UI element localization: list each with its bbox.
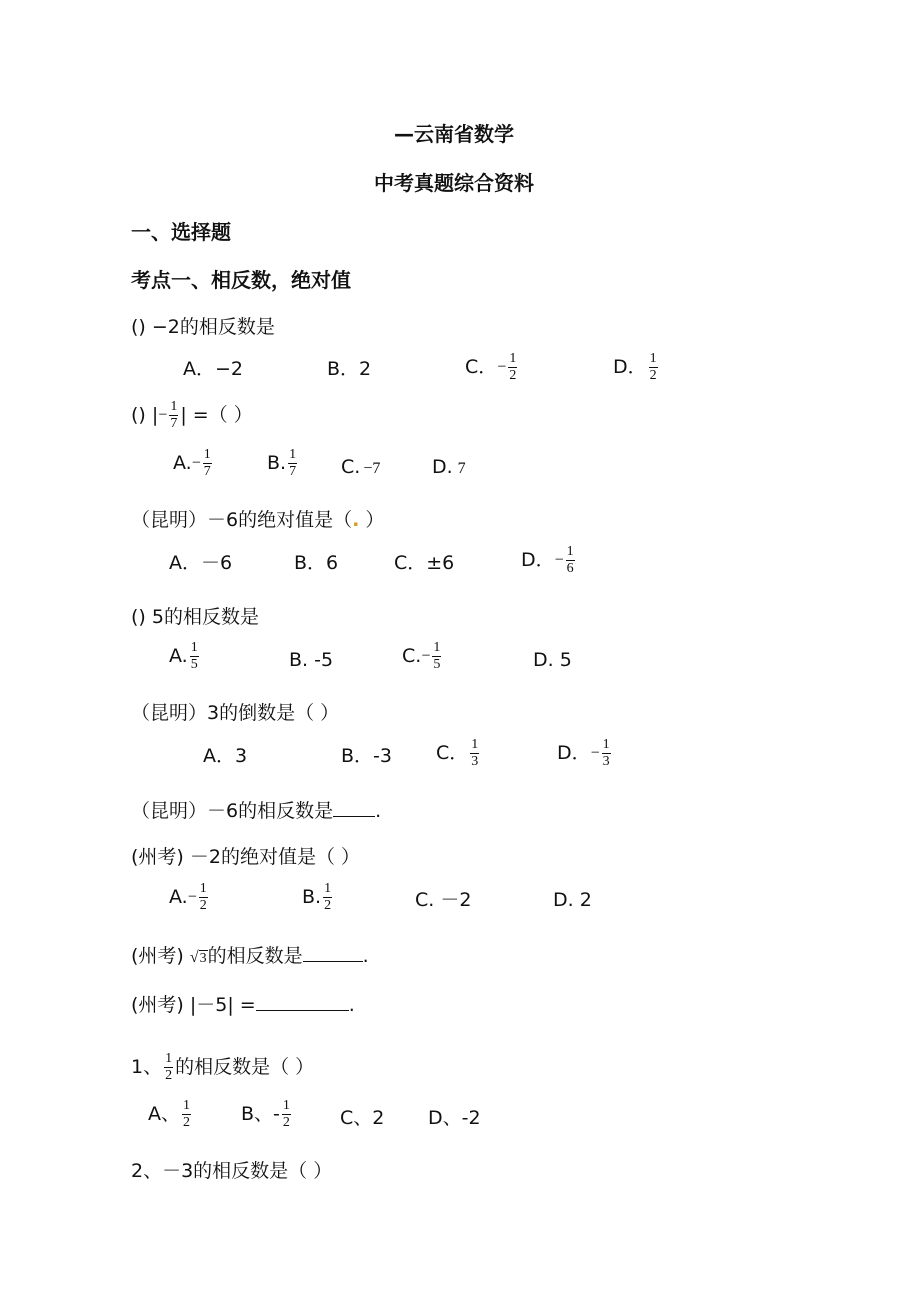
fraction-denominator: 7 [203,464,211,479]
q3-stem-dot: . [352,509,360,531]
q2-c-value: −7 [363,460,381,477]
q7-option-a-label: A. [169,886,188,908]
q10-stem-pre: 1、 [131,1056,163,1078]
question-2-stem [131,400,253,431]
q3-stem-pre: （昆明）－6的绝对值是（ [131,509,353,531]
q10-option-b-label: B、- [241,1103,280,1125]
q4-option-b: B. -5 [289,649,334,671]
q1-option-b: B．2 [327,358,372,380]
q1-d-fraction [649,352,658,383]
q3-stem-post: ） [359,509,385,531]
q3-option-c: C．±6 [394,552,455,574]
title-exam-materials: 中考真题综合资料 [374,171,534,195]
q5-d-fraction [602,738,611,769]
fraction-numerator: 1 [289,447,297,462]
q10-stem-fraction [164,1052,173,1083]
q5-d-sign: − [590,744,600,762]
fraction-denominator: 2 [183,1115,190,1130]
q3-option-a: A．－6 [169,552,233,574]
fraction-denominator: 2 [649,368,657,383]
q10-option-b [241,1099,293,1130]
question-5-stem: （昆明）3的倒数是（ ） [131,702,340,724]
q2-option-c-label: C. [341,456,361,478]
answer-blank [303,945,363,962]
q1-option-c-label: C． [465,356,498,378]
q4-a-fraction [190,641,199,672]
q2-stem-post: | =（ ） [180,404,253,426]
q7-option-b-label: B. [302,886,322,908]
q4-option-c [402,641,443,672]
fraction-numerator: 1 [509,351,517,366]
q1-c-sign: − [497,358,507,376]
q2-option-d-label: D. [432,456,453,478]
q2-a-fraction [203,448,212,479]
question-7-stem: (州考) －2的绝对值是（ ） [131,846,360,868]
q4-option-a [169,641,201,672]
fraction-denominator: 2 [199,898,207,913]
fraction-numerator: 1 [649,351,657,366]
sqrt-expression: √3 [189,949,207,966]
fraction-denominator: 5 [190,657,198,672]
q2-stem-sign: − [158,406,168,424]
q10-option-a-label: A、 [148,1103,180,1125]
question-10-stem [131,1052,314,1083]
q2-option-a [173,448,214,479]
q2-option-b-label: B. [267,452,287,474]
fraction-numerator: 1 [566,544,574,559]
q10-option-c: C、2 [340,1107,385,1129]
q1-option-a: A．−2 [183,358,244,380]
q5-option-a: A．3 [203,745,248,767]
question-4-stem: () 5的相反数是 [131,606,259,628]
topic-heading-opposite-absolute: 考点一、相反数，绝对值 [131,268,351,292]
q9-stem-end: . [348,994,355,1016]
q10-b-fraction [282,1099,291,1130]
q2-stem-fraction [169,400,178,431]
q5-option-d-label: D． [557,742,591,764]
q5-option-c [436,738,481,769]
q5-option-b: B．-3 [341,745,392,767]
question-9-stem [131,994,355,1015]
question-1-stem: () −2的相反数是 [131,316,275,338]
fraction-numerator: 1 [165,1051,173,1066]
q7-option-b [302,882,334,913]
fraction-numerator: 1 [282,1098,290,1113]
q3-d-sign: − [554,551,564,569]
q3-option-d-label: D． [521,549,555,571]
fraction-numerator: 1 [433,640,441,655]
q1-option-c [465,352,519,383]
sqrt-radicand: 3 [199,951,207,966]
q5-option-c-label: C． [436,742,469,764]
fraction-denominator: 6 [566,561,574,576]
q5-c-fraction [470,738,479,769]
q2-option-b [267,448,299,479]
q6-stem-end: . [375,800,382,822]
q4-c-fraction [432,641,441,672]
q4-option-a-label: A. [169,645,188,667]
q2-a-sign: − [191,454,201,472]
answer-blank [333,800,375,817]
fraction-denominator: 3 [602,754,610,769]
q10-option-d: D、-2 [428,1107,481,1129]
question-8-stem [131,945,369,966]
fraction-denominator: 2 [324,898,332,913]
q4-c-sign: − [421,647,431,665]
fraction-denominator: 3 [471,754,479,769]
q2-stem-pre: () | [131,404,159,426]
q8-stem-end: . [362,945,369,967]
q7-option-c: C. －2 [415,889,472,911]
q3-d-fraction [566,545,575,576]
q1-option-d-label: D． [613,356,647,378]
question-11-stem: 2、－3的相反数是（ ） [131,1160,333,1182]
q7-a-fraction [199,882,208,913]
q7-a-sign: − [187,888,197,906]
q8-stem-post: 的相反数是 [207,945,303,967]
q4-option-d: D. 5 [533,649,572,671]
q1-c-fraction [508,352,517,383]
q2-option-d [432,458,466,477]
q9-stem-text: (州考) |－5| = [131,994,256,1016]
q2-b-fraction [288,448,297,479]
q4-option-c-label: C. [402,645,422,667]
fraction-denominator: 2 [282,1115,290,1130]
q6-stem-text: （昆明）－6的相反数是 [131,800,334,822]
section-heading-choice: 一、选择题 [131,220,231,244]
q7-b-fraction [323,882,332,913]
answer-blank [256,994,349,1011]
fraction-numerator: 1 [324,881,332,896]
fraction-numerator: 1 [203,447,211,462]
q8-stem-pre: (州考) [131,945,184,967]
q10-a-fraction [182,1099,191,1130]
q5-option-d [557,738,613,769]
question-3-stem [131,511,384,530]
fraction-denominator: 2 [509,368,517,383]
q7-option-a [169,882,210,913]
q3-option-d [521,545,577,576]
q10-option-a [148,1099,193,1130]
question-6-stem [131,800,381,821]
fraction-numerator: 1 [602,737,610,752]
q2-option-a-label: A. [173,452,192,474]
q1-option-d [613,352,660,383]
fraction-numerator: 1 [183,1098,190,1113]
fraction-numerator: 1 [190,640,198,655]
fraction-numerator: 1 [199,881,207,896]
q10-stem-post: 的相反数是（ ） [175,1056,315,1078]
fraction-denominator: 2 [165,1068,173,1083]
q3-option-b: B．6 [294,552,339,574]
q2-d-value: 7 [457,460,466,477]
fraction-numerator: 1 [471,737,479,752]
fraction-denominator: 5 [433,657,441,672]
q2-option-c [341,458,380,477]
q7-option-d: D. 2 [553,889,592,911]
title-province-math: —云南省数学 [394,122,514,146]
fraction-denominator: 7 [289,464,297,479]
fraction-numerator: 1 [170,399,178,414]
fraction-denominator: 7 [170,416,178,431]
